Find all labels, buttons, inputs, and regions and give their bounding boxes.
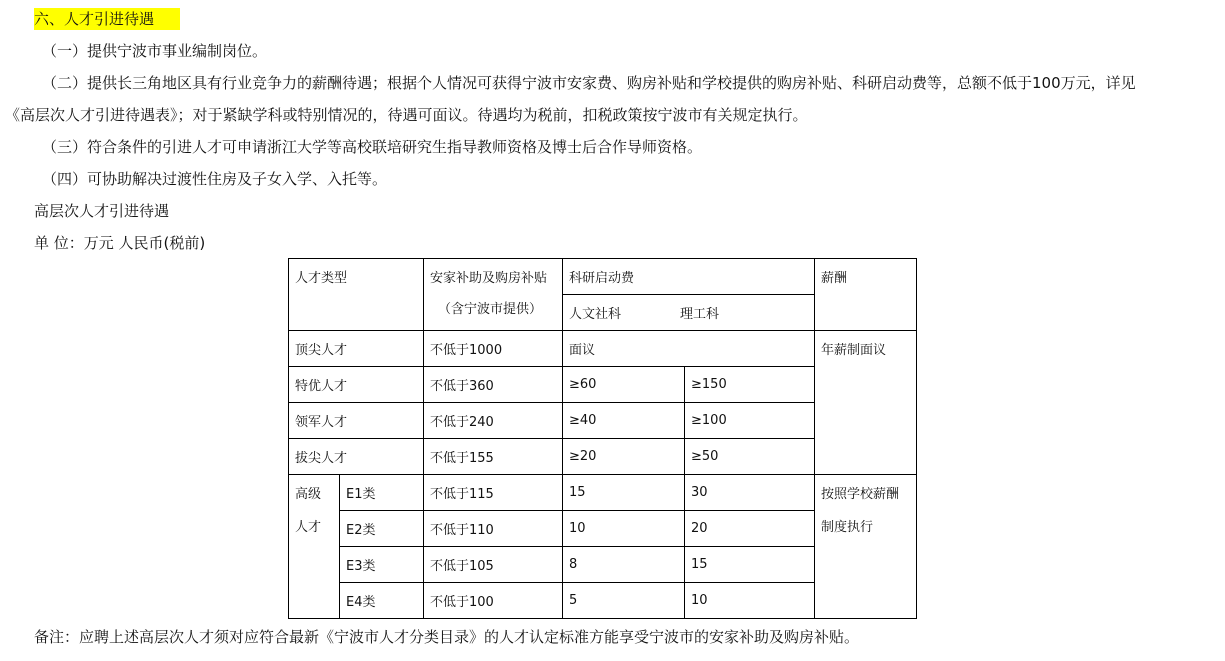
row-subsidy: 不低于155 — [424, 439, 563, 475]
senior-class: E4类 — [340, 583, 424, 619]
header-subsidy: 安家补助及购房补贴 （含宁波市提供） — [424, 259, 563, 331]
header-salary: 薪酬 — [815, 259, 917, 331]
senior-class: E3类 — [340, 547, 424, 583]
senior-humanities: 15 — [563, 475, 685, 511]
footnote: 备注：应聘上述高层次人才须对应符合最新《宁波市人才分类目录》的人才认定标准方能享受宁波市的安家补助及购房补贴。 — [34, 628, 860, 646]
row-subsidy: 不低于240 — [424, 403, 563, 439]
row-humanities: ≥60 — [563, 367, 685, 403]
senior-humanities: 8 — [563, 547, 685, 583]
row-top-type: 顶尖人才 — [289, 331, 424, 367]
row-top-subsidy: 不低于1000 — [424, 331, 563, 367]
senior-class: E1类 — [340, 475, 424, 511]
senior-science: 30 — [685, 475, 815, 511]
header-research: 科研启动费 — [563, 259, 815, 295]
row-subsidy: 不低于360 — [424, 367, 563, 403]
senior-subsidy: 不低于105 — [424, 547, 563, 583]
row-type: 拔尖人才 — [289, 439, 424, 475]
senior-science: 15 — [685, 547, 815, 583]
header-subsidy-note: （含宁波市提供） — [438, 302, 543, 317]
senior-subsidy: 不低于115 — [424, 475, 563, 511]
row-science: ≥150 — [685, 367, 815, 403]
row-humanities: ≥40 — [563, 403, 685, 439]
item-1: （一）提供宁波市事业编制岗位。 — [42, 42, 268, 60]
row-type: 领军人才 — [289, 403, 424, 439]
section-heading: 六、人才引进待遇 — [34, 9, 180, 29]
talent-benefits-table — [288, 258, 917, 619]
row-science: ≥50 — [685, 439, 815, 475]
item-3: （三）符合条件的引进人才可申请浙江大学等高校联培研究生指导教师资格及博士后合作导师资格。 — [42, 138, 703, 156]
row-humanities: ≥20 — [563, 439, 685, 475]
table-title: 高层次人才引进待遇 — [34, 202, 170, 220]
senior-class: E2类 — [340, 511, 424, 547]
row-science: ≥100 — [685, 403, 815, 439]
header-humanities: 人文社科 — [569, 307, 622, 322]
senior-science: 20 — [685, 511, 815, 547]
senior-subsidy: 不低于100 — [424, 583, 563, 619]
unit-label: 单 位：万元 人民币(税前) — [34, 234, 206, 252]
header-talent-type: 人才类型 — [289, 259, 424, 331]
item-2: （二）提供长三角地区具有行业竞争力的薪酬待遇；根据个人情况可获得宁波市安家费、购房补贴和学校提供的购房补贴、科研启动费等，总额不低于100万元，详见 — [42, 74, 1136, 92]
header-research-sub — [563, 295, 815, 331]
salary-upper: 年薪制面议 — [815, 331, 917, 475]
senior-group-label: 高级 人才 — [289, 475, 340, 619]
senior-humanities: 5 — [563, 583, 685, 619]
header-science: 理工科 — [680, 307, 720, 322]
senior-science: 10 — [685, 583, 815, 619]
row-top-research: 面议 — [563, 331, 815, 367]
senior-humanities: 10 — [563, 511, 685, 547]
salary-lower: 按照学校薪酬 制度执行 — [815, 475, 917, 619]
item-4: （四）可协助解决过渡性住房及子女入学、入托等。 — [42, 170, 388, 188]
senior-subsidy: 不低于110 — [424, 511, 563, 547]
row-type: 特优人才 — [289, 367, 424, 403]
item-2-continued: 《高层次人才引进待遇表》；对于紧缺学科或特别情况的，待遇可面议。待遇均为税前，扣税政策按宁波市有关规定执行。 — [5, 106, 808, 124]
